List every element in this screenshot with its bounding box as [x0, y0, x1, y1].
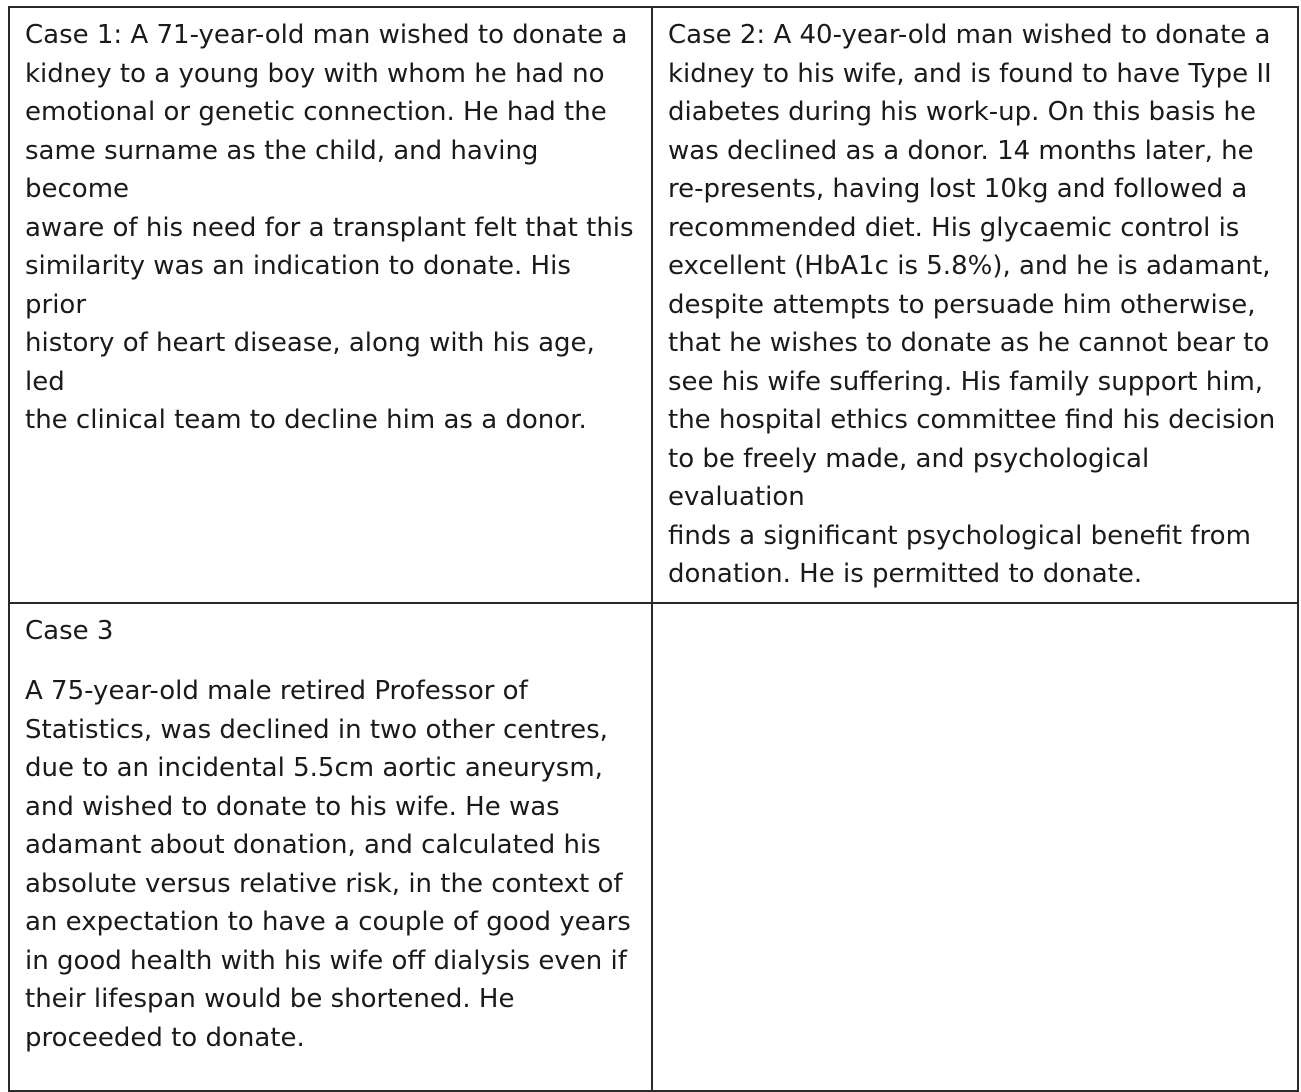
empty-cell — [652, 603, 1298, 1091]
case-3-heading: Case 3 — [25, 615, 114, 646]
case-2-cell — [652, 7, 1298, 603]
case-1-text: Case 1: A 71-year-old man wished to donate a kidney to a young boy with whom he had no emotional or genetic connection. He had the same surname as the child, and having become aware of his need for a transplant felt that this similarity was an indication to donate. His prior history of heart disease, along with his age, led the clinical team to decline him as a donor. — [25, 20, 634, 435]
case-3-text: A 75-year-old male retired Professor of Statistics, was declined in two other centres, due to an incidental 5.5cm aortic aneurysm, and wished to donate to his wife. He was adamant about donation, and calculated his absolute versus relative risk, in the context of an expectation to have a couple of good years in good health with his wife off dialysis even if their lifespan would be shortened. He proceeded to donate. — [25, 676, 631, 1053]
case-3-cell — [9, 603, 652, 1091]
case-table — [8, 6, 1299, 1092]
case-1-cell — [9, 7, 652, 603]
case-2-text: Case 2: A 40-year-old man wished to donate a kidney to his wife, and is found to have Type II diabetes during his work-up. On this basis he was declined as a donor. 14 months later, he re-presents, having lost 10kg and followed a recommended diet. His glycaemic control is excellent (HbA1c is 5.8%), and he is adamant, despite attempts to persuade him otherwise, that he wishes to donate as he cannot bear to see his wife suffering. His family support him, the hospital ethics committee find his decision to be freely made, and psychological evaluation finds a significant psychological benefit from donation. He is permitted to donate. — [668, 20, 1276, 589]
table-row — [9, 7, 1298, 603]
table-row — [9, 603, 1298, 1091]
